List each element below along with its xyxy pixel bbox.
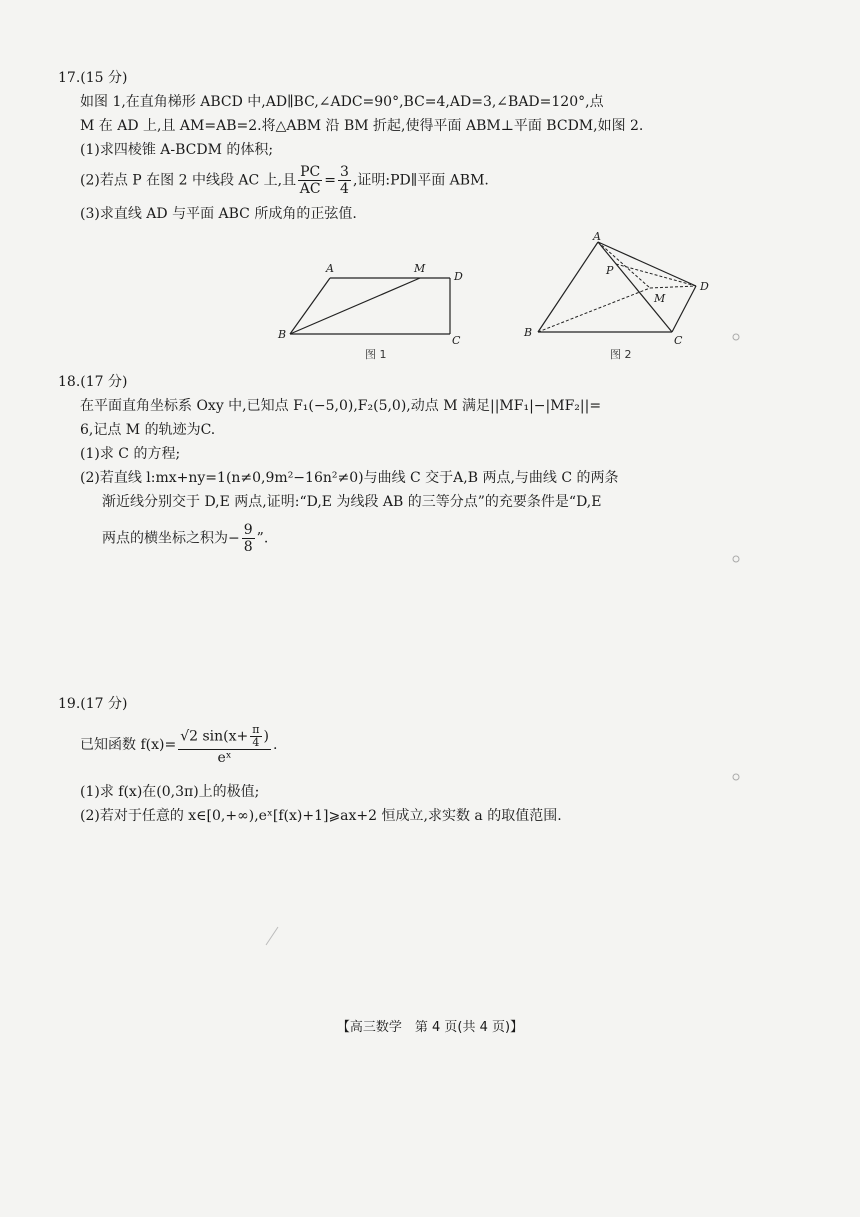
margin-mark [730, 330, 742, 344]
q18-stem-line1: 在平面直角坐标系 Oxy 中,已知点 F₁(−5,0),F₂(5,0),动点 M 满足||MF₁|−|MF₂||= [80, 398, 602, 414]
q17-part2-post: ,证明:PD∥平面 ABM. [352, 172, 489, 189]
margin-mark [730, 552, 742, 566]
q17-part1: (1)求四棱锥 A-BCDM 的体积; [80, 142, 274, 158]
page-footer: 【高三数学 第 4 页(共 4 页)】 [336, 1020, 524, 1035]
edge-cd [672, 286, 696, 332]
label-d: D [700, 280, 709, 293]
segment-pd-hidden [616, 264, 696, 286]
q18-part2-line2: 渐近线分别交于 D,E 两点,证明:“D,E 为线段 AB 的三等分点”的充要条件是“D,E [102, 494, 602, 510]
label-c: C [674, 334, 683, 347]
fraction-numerator: 3 [340, 164, 349, 180]
edge-ac [598, 242, 672, 332]
q17-part2 [80, 164, 489, 197]
label-b: B [524, 326, 533, 339]
function-fraction [178, 724, 271, 766]
q18-part1: (1)求 C 的方程; [80, 446, 181, 462]
fraction-three-quarters [338, 164, 351, 197]
figure-1-trapezoid [270, 258, 480, 348]
pen-stroke-mark [262, 925, 282, 947]
q18-part2-line3-pre: 两点的横坐标之积为− [102, 530, 240, 547]
label-b: B [278, 328, 287, 341]
fraction-pi-over-four [250, 724, 261, 749]
q17-stem-line2: M 在 AD 上,且 AM=AB=2.将△ABM 沿 BM 折起,使得平面 ABM⊥平面 BCDM,如图 2. [80, 118, 644, 134]
q19-part1: (1)求 f(x)在(0,3π)上的极值; [80, 784, 260, 800]
function-denominator: eˣ [217, 750, 232, 766]
q18-part2-line1: (2)若直线 l:mx+ny=1(n≠0,9m²−16n²≠0)与曲线 C 交于A,B 两点,与曲线 C 的两条 [80, 470, 619, 486]
q18-heading: 18.(17 分) [58, 374, 128, 390]
q17-part3: (3)求直线 AD 与平面 ABC 所成角的正弦值. [80, 206, 357, 222]
q19-function-definition [80, 724, 277, 766]
label-c: C [452, 334, 461, 347]
q19-function-prefix: 已知函数 f(x)= [80, 737, 177, 753]
function-numerator: √2 sin(x+ $\frac{\pi}{4}$ ) [180, 723, 269, 749]
q18-part2-line3 [102, 522, 268, 555]
edge-md-hidden [650, 286, 696, 288]
label-m: M [654, 292, 666, 305]
q17-part2-pre: (2)若点 P 在图 2 中线段 AC 上,且 [80, 172, 297, 189]
fraction-nine-eighths [242, 522, 255, 555]
label-a: A [593, 230, 601, 243]
fraction-pc-ac [298, 164, 322, 197]
figure-2-caption: 图 2 [610, 348, 632, 361]
q19-part2: (2)若对于任意的 x∈[0,+∞),eˣ[f(x)+1]⩾ax+2 恒成立,求实数 a 的取值范围. [80, 808, 562, 824]
fraction-denominator: AC [299, 181, 321, 197]
fraction-numerator: 9 [243, 522, 253, 538]
fraction-numerator: π [252, 723, 260, 736]
q18-stem-line2: 6,记点 M 的轨迹为C. [80, 422, 216, 438]
edge-ab [538, 242, 598, 332]
sqrt-two: √2 [180, 728, 199, 745]
edge-bm-hidden [538, 288, 650, 332]
q17-stem-line1: 如图 1,在直角梯形 ABCD 中,AD∥BC,∠ADC=90°,BC=4,AD=3,∠BAD=120°,点 [80, 94, 604, 110]
label-p: P [606, 264, 614, 277]
label-a: A [326, 262, 334, 275]
fraction-denominator: 4 [340, 181, 349, 197]
q19-function-suffix: . [272, 737, 278, 753]
label-m: M [414, 262, 426, 275]
label-d: D [454, 270, 463, 283]
fraction-denominator: 4 [252, 736, 260, 749]
fraction-denominator: 8 [243, 539, 253, 555]
q17-heading: 17.(15 分) [58, 70, 128, 86]
q19-heading: 19.(17 分) [58, 696, 128, 712]
margin-mark [730, 770, 742, 784]
figure-1-caption: 图 1 [365, 348, 387, 361]
sin-label: sin [202, 728, 224, 745]
sin-argument: x+ [228, 728, 249, 745]
figure-2-pyramid [520, 230, 720, 350]
fraction-numerator: PC [300, 164, 321, 180]
q18-part2-line3-post: ”. [256, 530, 269, 547]
equals-sign: = [324, 172, 337, 189]
